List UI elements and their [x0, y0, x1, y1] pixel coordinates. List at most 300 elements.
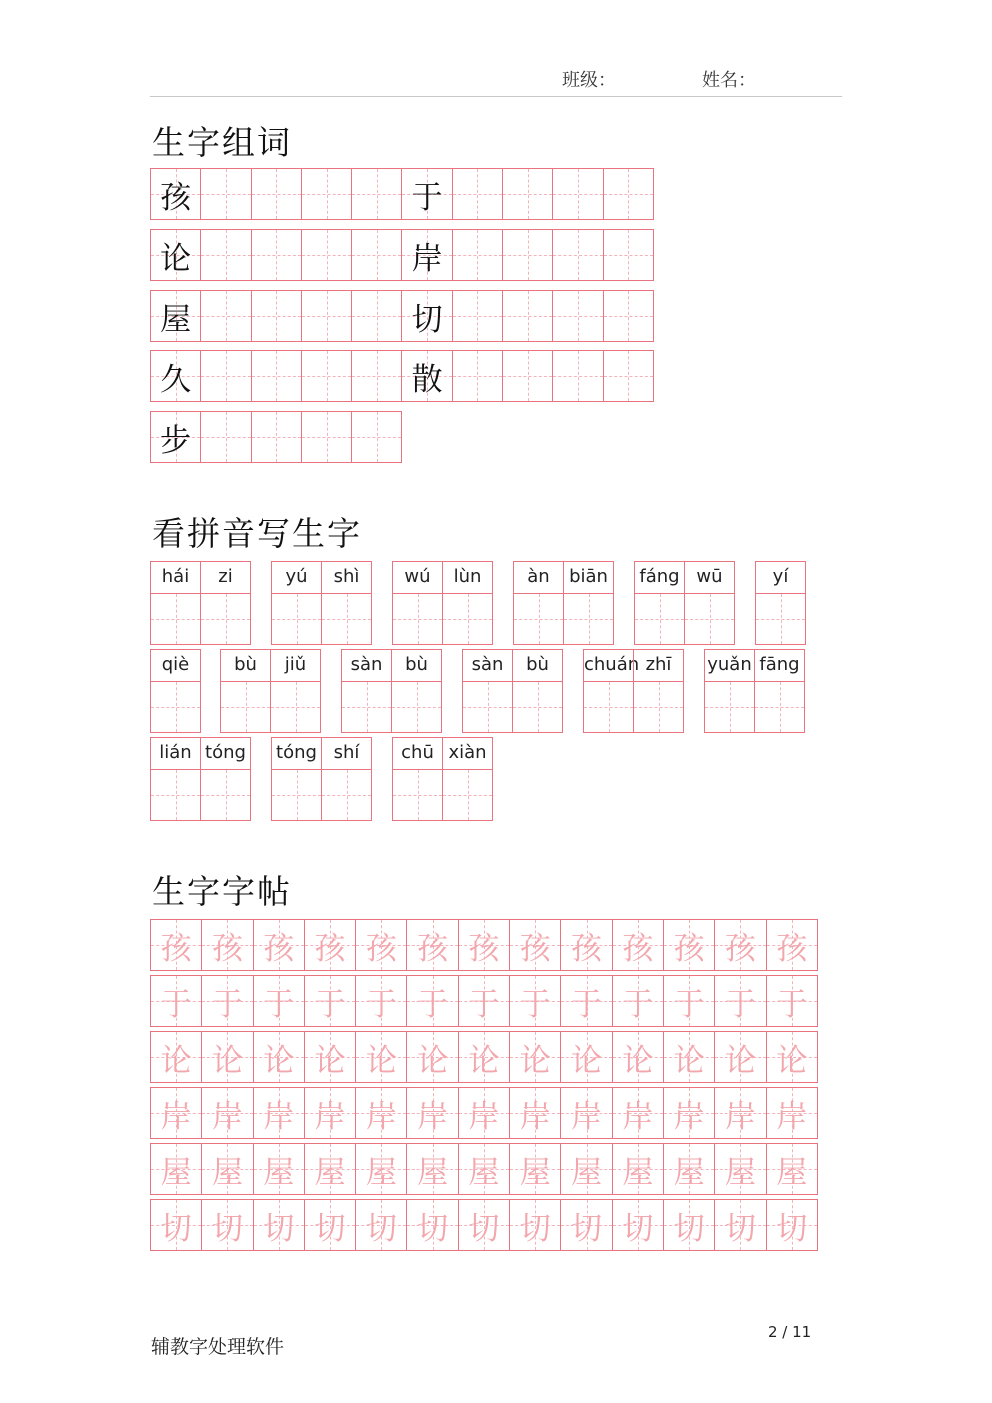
writing-cell[interactable]	[150, 769, 201, 821]
pinyin-column	[704, 649, 755, 733]
trace-cell[interactable]	[560, 1199, 612, 1251]
trace-cell[interactable]	[150, 1031, 202, 1083]
trace-cell[interactable]	[560, 919, 612, 971]
trace-cell[interactable]	[406, 919, 458, 971]
writing-cell[interactable]	[633, 681, 684, 733]
word-row	[150, 229, 654, 281]
trace-cell[interactable]	[150, 1143, 202, 1195]
trace-character: 论	[724, 1042, 756, 1079]
pinyin-column	[633, 649, 684, 733]
pinyin-column	[220, 649, 271, 733]
writing-cell[interactable]	[351, 290, 402, 342]
character-text: 屋	[160, 301, 192, 338]
trace-cell[interactable]	[304, 975, 356, 1027]
trace-cell[interactable]	[458, 919, 510, 971]
writing-cell[interactable]	[271, 593, 322, 645]
pinyin-label: wū	[684, 561, 735, 593]
copybook-row	[150, 1031, 818, 1083]
trace-character: 屋	[622, 1154, 654, 1191]
section-title-word-building: 生字组词	[152, 123, 292, 162]
writing-cell[interactable]	[442, 769, 493, 821]
pinyin-group	[150, 737, 251, 821]
trace-character: 岸	[724, 1098, 756, 1135]
pinyin-group	[341, 649, 442, 733]
trace-cell[interactable]	[509, 1031, 561, 1083]
pinyin-label: jiǔ	[270, 649, 321, 681]
trace-cell[interactable]	[766, 1087, 818, 1139]
writing-cell[interactable]	[704, 681, 755, 733]
trace-cell[interactable]	[458, 1031, 510, 1083]
pinyin-label: bù	[512, 649, 563, 681]
trace-cell[interactable]	[766, 1031, 818, 1083]
trace-character: 岸	[673, 1098, 705, 1135]
trace-cell[interactable]	[458, 975, 510, 1027]
trace-cell[interactable]	[406, 975, 458, 1027]
word-row	[150, 290, 654, 342]
trace-character: 于	[673, 986, 705, 1023]
trace-cell[interactable]	[253, 975, 305, 1027]
character-cell	[401, 290, 452, 342]
trace-cell[interactable]	[201, 975, 253, 1027]
section-title-copybook: 生字字帖	[152, 872, 292, 911]
page-number: 2 / 11	[768, 1323, 812, 1341]
writing-cell[interactable]	[452, 290, 503, 342]
writing-cell[interactable]	[603, 290, 654, 342]
writing-cell[interactable]	[271, 769, 322, 821]
writing-cell[interactable]	[552, 168, 603, 220]
trace-character: 于	[160, 986, 192, 1023]
pinyin-group	[271, 561, 372, 645]
character-cell	[401, 168, 452, 220]
trace-cell[interactable]	[150, 1087, 202, 1139]
writing-cell[interactable]	[251, 229, 302, 281]
writing-cell[interactable]	[200, 290, 251, 342]
trace-cell[interactable]	[253, 1199, 305, 1251]
pinyin-group	[271, 737, 372, 821]
trace-character: 屋	[776, 1154, 808, 1191]
trace-cell[interactable]	[612, 1143, 664, 1195]
pinyin-label: fáng	[634, 561, 685, 593]
character-text: 孩	[160, 179, 192, 216]
trace-cell[interactable]	[201, 1199, 253, 1251]
trace-cell[interactable]	[560, 1031, 612, 1083]
writing-cell[interactable]	[552, 290, 603, 342]
trace-character: 论	[776, 1042, 808, 1079]
trace-character: 岸	[519, 1098, 551, 1135]
writing-cell[interactable]	[452, 350, 503, 402]
pinyin-label: chuán	[583, 649, 634, 681]
trace-cell[interactable]	[714, 1199, 766, 1251]
pinyin-label: zhī	[633, 649, 684, 681]
trace-character: 于	[519, 986, 551, 1023]
pinyin-column	[755, 561, 806, 645]
pinyin-label: lián	[150, 737, 201, 769]
writing-cell[interactable]	[452, 229, 503, 281]
trace-character: 切	[622, 1210, 654, 1247]
footer-software-name: 辅教字处理软件	[151, 1336, 285, 1358]
trace-cell[interactable]	[663, 919, 715, 971]
trace-cell[interactable]	[663, 1143, 715, 1195]
trace-character: 论	[468, 1042, 500, 1079]
trace-cell[interactable]	[458, 1199, 510, 1251]
trace-cell[interactable]	[714, 1087, 766, 1139]
writing-cell[interactable]	[150, 681, 201, 733]
writing-cell[interactable]	[351, 350, 402, 402]
writing-cell[interactable]	[502, 290, 553, 342]
pinyin-label: yú	[271, 561, 322, 593]
trace-cell[interactable]	[714, 1031, 766, 1083]
character-text: 散	[411, 361, 443, 398]
writing-cell[interactable]	[301, 411, 352, 463]
trace-cell[interactable]	[509, 919, 561, 971]
trace-cell[interactable]	[304, 1143, 356, 1195]
writing-cell[interactable]	[583, 681, 634, 733]
writing-cell[interactable]	[502, 229, 553, 281]
character-text: 论	[160, 240, 192, 277]
trace-cell[interactable]	[150, 919, 202, 971]
writing-cell[interactable]	[552, 350, 603, 402]
writing-cell[interactable]	[251, 350, 302, 402]
trace-cell[interactable]	[253, 1087, 305, 1139]
trace-cell[interactable]	[253, 1031, 305, 1083]
trace-character: 孩	[468, 930, 500, 967]
trace-cell[interactable]	[304, 1199, 356, 1251]
trace-cell[interactable]	[766, 919, 818, 971]
pinyin-label: tóng	[271, 737, 322, 769]
class-label: 班级：	[562, 70, 616, 91]
trace-character: 屋	[160, 1154, 192, 1191]
trace-cell[interactable]	[612, 1031, 664, 1083]
trace-character: 于	[417, 986, 449, 1023]
writing-cell[interactable]	[392, 593, 443, 645]
trace-character: 于	[211, 986, 243, 1023]
trace-cell[interactable]	[663, 1031, 715, 1083]
trace-cell[interactable]	[304, 1087, 356, 1139]
pinyin-column	[150, 561, 201, 645]
trace-character: 岸	[468, 1098, 500, 1135]
writing-cell[interactable]	[351, 229, 402, 281]
trace-cell[interactable]	[355, 1199, 407, 1251]
trace-cell[interactable]	[612, 975, 664, 1027]
character-cell	[150, 229, 201, 281]
writing-cell[interactable]	[301, 350, 352, 402]
trace-character: 岸	[160, 1098, 192, 1135]
writing-cell[interactable]	[462, 681, 513, 733]
pinyin-column	[150, 649, 201, 733]
writing-cell[interactable]	[301, 168, 352, 220]
trace-cell[interactable]	[714, 975, 766, 1027]
pinyin-group	[704, 649, 805, 733]
trace-character: 切	[571, 1210, 603, 1247]
writing-cell[interactable]	[251, 290, 302, 342]
copybook-row	[150, 975, 818, 1027]
pinyin-group	[392, 737, 493, 821]
trace-character: 论	[622, 1042, 654, 1079]
trace-character: 孩	[622, 930, 654, 967]
trace-character: 于	[314, 986, 346, 1023]
pinyin-column	[391, 649, 442, 733]
trace-cell[interactable]	[406, 1087, 458, 1139]
writing-cell[interactable]	[755, 593, 806, 645]
trace-cell[interactable]	[509, 1087, 561, 1139]
trace-cell[interactable]	[458, 1087, 510, 1139]
writing-cell[interactable]	[351, 168, 402, 220]
pinyin-label: sàn	[341, 649, 392, 681]
pinyin-label: qiè	[150, 649, 201, 681]
trace-character: 屋	[519, 1154, 551, 1191]
trace-cell[interactable]	[509, 1143, 561, 1195]
trace-cell[interactable]	[355, 975, 407, 1027]
trace-character: 切	[776, 1210, 808, 1247]
writing-cell[interactable]	[321, 769, 372, 821]
trace-character: 论	[571, 1042, 603, 1079]
writing-cell[interactable]	[321, 593, 372, 645]
trace-cell[interactable]	[560, 975, 612, 1027]
trace-character: 于	[263, 986, 295, 1023]
writing-cell[interactable]	[270, 681, 321, 733]
writing-cell[interactable]	[391, 681, 442, 733]
word-row	[150, 350, 654, 402]
trace-cell[interactable]	[406, 1199, 458, 1251]
character-cell	[401, 350, 452, 402]
trace-character: 切	[365, 1210, 397, 1247]
writing-cell[interactable]	[452, 168, 503, 220]
trace-character: 切	[724, 1210, 756, 1247]
pinyin-column	[442, 561, 493, 645]
trace-character: 孩	[519, 930, 551, 967]
pinyin-column	[321, 737, 372, 821]
pinyin-column	[150, 737, 201, 821]
trace-cell[interactable]	[663, 975, 715, 1027]
trace-character: 屋	[417, 1154, 449, 1191]
pinyin-column	[512, 649, 563, 733]
trace-cell[interactable]	[714, 1143, 766, 1195]
trace-character: 论	[673, 1042, 705, 1079]
trace-cell[interactable]	[766, 1143, 818, 1195]
trace-character: 切	[468, 1210, 500, 1247]
pinyin-column	[513, 561, 564, 645]
character-cell	[150, 350, 201, 402]
writing-cell[interactable]	[603, 168, 654, 220]
pinyin-label: sàn	[462, 649, 513, 681]
trace-character: 切	[417, 1210, 449, 1247]
trace-cell[interactable]	[560, 1087, 612, 1139]
writing-cell[interactable]	[442, 593, 493, 645]
trace-cell[interactable]	[201, 919, 253, 971]
trace-character: 于	[571, 986, 603, 1023]
trace-cell[interactable]	[509, 1199, 561, 1251]
pinyin-column	[271, 737, 322, 821]
trace-character: 孩	[673, 930, 705, 967]
pinyin-column	[200, 737, 251, 821]
pinyin-column	[754, 649, 805, 733]
trace-cell[interactable]	[304, 1031, 356, 1083]
word-row	[150, 168, 654, 220]
pinyin-label: shì	[321, 561, 372, 593]
writing-cell[interactable]	[603, 350, 654, 402]
word-row	[150, 411, 402, 463]
writing-cell[interactable]	[220, 681, 271, 733]
header-divider	[150, 96, 842, 97]
copybook-row	[150, 1199, 818, 1251]
trace-character: 论	[160, 1042, 192, 1079]
pinyin-column	[684, 561, 735, 645]
trace-cell[interactable]	[150, 1199, 202, 1251]
pinyin-group	[583, 649, 684, 733]
trace-character: 岸	[776, 1098, 808, 1135]
character-cell	[150, 290, 201, 342]
writing-cell[interactable]	[513, 593, 564, 645]
character-text: 久	[160, 361, 192, 398]
trace-character: 孩	[211, 930, 243, 967]
writing-cell[interactable]	[512, 681, 563, 733]
trace-cell[interactable]	[355, 919, 407, 971]
trace-character: 屋	[468, 1154, 500, 1191]
trace-cell[interactable]	[201, 1087, 253, 1139]
pinyin-label: lùn	[442, 561, 493, 593]
trace-cell[interactable]	[355, 1087, 407, 1139]
pinyin-label: xiàn	[442, 737, 493, 769]
pinyin-label: fāng	[754, 649, 805, 681]
pinyin-label: àn	[513, 561, 564, 593]
trace-character: 论	[263, 1042, 295, 1079]
pinyin-label: hái	[150, 561, 201, 593]
writing-cell[interactable]	[200, 350, 251, 402]
trace-cell[interactable]	[201, 1031, 253, 1083]
trace-character: 论	[314, 1042, 346, 1079]
writing-cell[interactable]	[563, 593, 614, 645]
trace-character: 岸	[417, 1098, 449, 1135]
writing-cell[interactable]	[392, 769, 443, 821]
pinyin-column	[563, 561, 614, 645]
trace-cell[interactable]	[612, 919, 664, 971]
writing-cell[interactable]	[200, 411, 251, 463]
trace-character: 论	[365, 1042, 397, 1079]
trace-character: 岸	[365, 1098, 397, 1135]
trace-cell[interactable]	[253, 1143, 305, 1195]
trace-cell[interactable]	[304, 919, 356, 971]
character-text: 步	[160, 422, 192, 459]
writing-cell[interactable]	[502, 168, 553, 220]
pinyin-label: chū	[392, 737, 443, 769]
pinyin-group	[150, 561, 251, 645]
trace-cell[interactable]	[560, 1143, 612, 1195]
pinyin-label: wú	[392, 561, 443, 593]
trace-character: 孩	[724, 930, 756, 967]
trace-cell[interactable]	[253, 919, 305, 971]
trace-character: 屋	[724, 1154, 756, 1191]
trace-cell[interactable]	[766, 975, 818, 1027]
trace-cell[interactable]	[458, 1143, 510, 1195]
trace-cell[interactable]	[355, 1031, 407, 1083]
pinyin-column	[200, 561, 251, 645]
trace-cell[interactable]	[612, 1087, 664, 1139]
character-text: 于	[411, 179, 443, 216]
pinyin-group	[392, 561, 493, 645]
writing-cell[interactable]	[684, 593, 735, 645]
trace-cell[interactable]	[714, 919, 766, 971]
pinyin-column	[341, 649, 392, 733]
writing-cell[interactable]	[251, 411, 302, 463]
pinyin-column	[462, 649, 513, 733]
trace-character: 孩	[776, 930, 808, 967]
writing-cell[interactable]	[301, 290, 352, 342]
trace-character: 切	[160, 1210, 192, 1247]
pinyin-label: yuǎn	[704, 649, 755, 681]
trace-cell[interactable]	[663, 1087, 715, 1139]
writing-cell[interactable]	[301, 229, 352, 281]
writing-cell[interactable]	[552, 229, 603, 281]
pinyin-group	[634, 561, 735, 645]
trace-cell[interactable]	[406, 1143, 458, 1195]
writing-cell[interactable]	[200, 593, 251, 645]
pinyin-column	[321, 561, 372, 645]
trace-cell[interactable]	[201, 1143, 253, 1195]
pinyin-label: yí	[755, 561, 806, 593]
pinyin-group	[220, 649, 321, 733]
character-cell	[401, 229, 452, 281]
pinyin-group	[462, 649, 563, 733]
writing-cell[interactable]	[341, 681, 392, 733]
trace-character: 孩	[571, 930, 603, 967]
pinyin-column	[271, 561, 322, 645]
writing-cell[interactable]	[603, 229, 654, 281]
writing-cell[interactable]	[200, 769, 251, 821]
trace-character: 岸	[211, 1098, 243, 1135]
trace-character: 切	[263, 1210, 295, 1247]
trace-character: 论	[519, 1042, 551, 1079]
pinyin-column	[583, 649, 640, 733]
pinyin-column	[442, 737, 493, 821]
character-cell	[150, 168, 201, 220]
character-text: 岸	[411, 240, 443, 277]
trace-cell[interactable]	[663, 1199, 715, 1251]
writing-cell[interactable]	[251, 168, 302, 220]
pinyin-label: tóng	[200, 737, 251, 769]
pinyin-label: shí	[321, 737, 372, 769]
writing-cell[interactable]	[351, 411, 402, 463]
trace-cell[interactable]	[150, 975, 202, 1027]
trace-character: 屋	[263, 1154, 295, 1191]
writing-cell[interactable]	[200, 229, 251, 281]
pinyin-group	[513, 561, 614, 645]
trace-character: 屋	[314, 1154, 346, 1191]
trace-cell[interactable]	[509, 975, 561, 1027]
pinyin-label: biān	[563, 561, 614, 593]
pinyin-group	[150, 649, 201, 733]
trace-character: 切	[519, 1210, 551, 1247]
trace-character: 岸	[622, 1098, 654, 1135]
section-title-pinyin: 看拼音写生字	[152, 514, 362, 553]
trace-cell[interactable]	[612, 1199, 664, 1251]
trace-character: 岸	[263, 1098, 295, 1135]
pinyin-column	[392, 737, 443, 821]
writing-cell[interactable]	[150, 593, 201, 645]
writing-cell[interactable]	[200, 168, 251, 220]
pinyin-label: bù	[391, 649, 442, 681]
trace-character: 于	[468, 986, 500, 1023]
copybook-row	[150, 919, 818, 971]
trace-cell[interactable]	[406, 1031, 458, 1083]
writing-cell[interactable]	[502, 350, 553, 402]
trace-cell[interactable]	[355, 1143, 407, 1195]
trace-character: 屋	[211, 1154, 243, 1191]
trace-cell[interactable]	[766, 1199, 818, 1251]
writing-cell[interactable]	[754, 681, 805, 733]
trace-character: 论	[417, 1042, 449, 1079]
trace-character: 岸	[314, 1098, 346, 1135]
writing-cell[interactable]	[634, 593, 685, 645]
